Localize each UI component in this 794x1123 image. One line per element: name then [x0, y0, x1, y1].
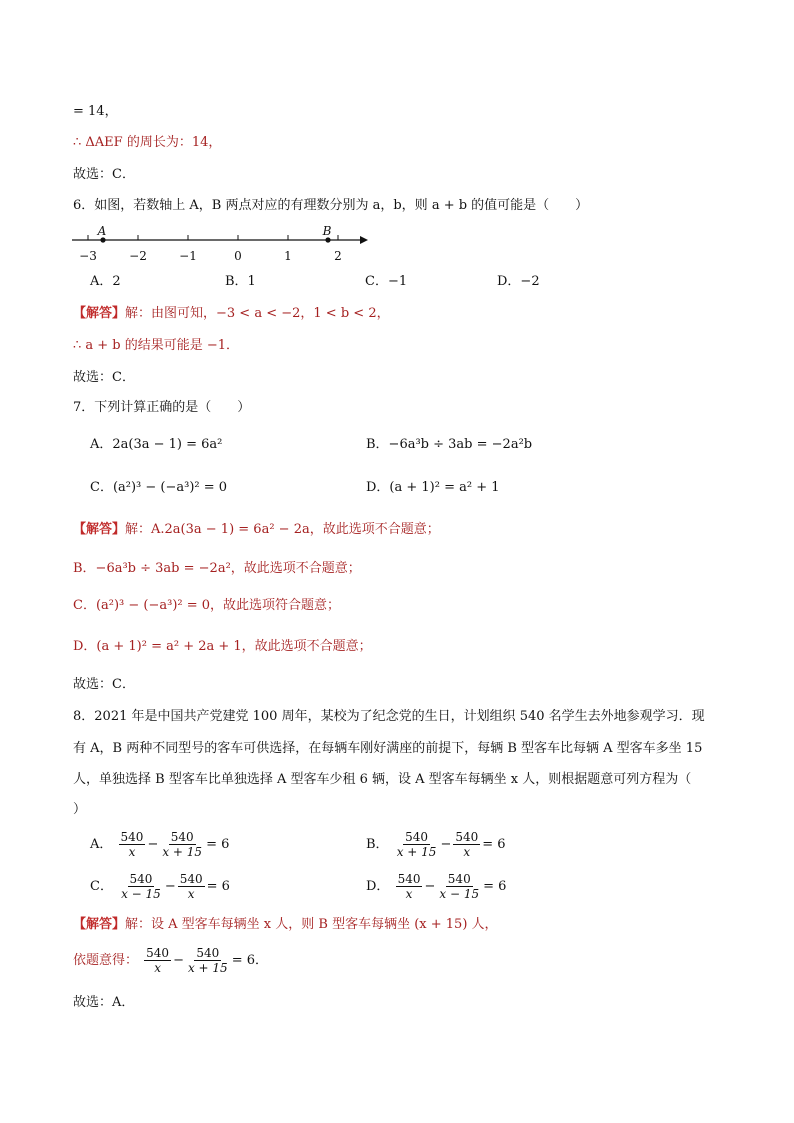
number-line-tick-label: 2 [334, 249, 342, 263]
q6-answer-line1 [73, 305, 390, 323]
perimeter-line: ∴ ΔAEF 的周长为：14， [73, 135, 222, 150]
q7-stem: 7．下列计算正确的是（ ） [73, 400, 251, 415]
q8-option-c: C． $\frac{540}{x - 15}$ − $\frac{540}{x}$ = 6 [90, 872, 230, 901]
number-line-tick-label: 1 [284, 249, 292, 263]
q6-option-a: A．2 [90, 274, 121, 289]
point-a-label: A [97, 224, 107, 238]
point-a [100, 237, 105, 242]
q8-option-d: D． $\frac{540}{x}$ − $\frac{540}{x - 15}$ = 6 [366, 872, 507, 901]
number-line-arrow-icon [360, 236, 368, 244]
answer-tag: 【解答】 [73, 306, 126, 321]
q8-option-b: B． $\frac{540}{x + 15}$ − $\frac{540}{x}$ = 6 [366, 830, 506, 859]
q8-stem-line3: 人，单独选择 B 型客车比单独选择 A 型客车少租 6 辆，设 A 型客车每辆坐 x 人，则根据题意可列方程为（ [73, 772, 692, 787]
q7-option-c: C．(a²)³ − (−a³)² = 0 [90, 480, 228, 495]
q8-choose: 故选：A． [73, 995, 135, 1010]
point-b-label: B [322, 224, 332, 238]
q6-option-c: C．−1 [365, 274, 408, 289]
q8-stem-line2: 有 A，B 两种不同型号的客车可供选择，在每辆车刚好满座的前提下，每辆 B 型客车比每辆 A 型客车多坐 15 [73, 741, 703, 756]
q7-answer-a: 解：A.2a(3a − 1) = 6a² − 2a，故此选项不合题意； [125, 522, 440, 537]
q8-answer-text: 解：设 A 型客车每辆坐 x 人，则 B 型客车每辆坐 (x + 15) 人， [125, 917, 498, 932]
q8-option-a: A． $\frac{540}{x}$ − $\frac{540}{x + 15}$ = 6 [90, 830, 230, 859]
point-b [325, 237, 330, 242]
q6-answer-line2: ∴ a + b 的结果可能是 −1． [73, 338, 240, 353]
q7-answer-b: B．−6a³b ÷ 3ab = −2a²，故此选项不合题意； [73, 561, 361, 576]
answer-tag: 【解答】 [73, 522, 126, 537]
q6-option-b: B．1 [225, 274, 256, 289]
q6-choose: 故选：C． [73, 370, 135, 385]
number-line-tick-label: −2 [129, 249, 147, 263]
answer-tag: 【解答】 [73, 917, 126, 932]
number-line-figure [70, 222, 380, 272]
q6-option-d: D．−2 [497, 274, 540, 289]
number-line-tick-label: −1 [179, 249, 197, 263]
q7-answer-c: C．(a²)³ − (−a³)² = 0，故此选项符合题意； [73, 598, 341, 613]
q7-answer-line-a [73, 521, 440, 539]
q6-answer-text: 解：由图可知，−3 < a < −2，1 < b < 2， [125, 306, 390, 321]
number-line-tick-label: 0 [234, 249, 242, 263]
q7-choose: 故选：C． [73, 677, 135, 692]
eq-line: = 14， [73, 104, 118, 119]
q8-answer-line1 [73, 916, 498, 934]
q8-answer-line2: 依题意得： $\frac{540}{x}$ − $\frac{540}{x + 15}$ = 6． [73, 946, 268, 975]
q7-option-b: B．−6a³b ÷ 3ab = −2a²b [366, 437, 533, 452]
q7-option-a: A．2a(3a − 1) = 6a² [90, 437, 223, 452]
q7-answer-d: D．(a + 1)² = a² + 2a + 1，故此选项不合题意； [73, 639, 372, 654]
q8-stem-line4: ） [73, 802, 87, 817]
q6-stem: 6．如图，若数轴上 A，B 两点对应的有理数分别为 a，b，则 a + b 的值可能是（ ） [73, 198, 589, 213]
number-line-tick-label: −3 [79, 249, 97, 263]
q8-stem-line1: 8．2021 年是中国共产党建党 100 周年，某校为了纪念党的生日，计划组织 540 名学生去外地参观学习．现 [73, 709, 705, 724]
q7-option-d: D．(a + 1)² = a² + 1 [366, 480, 500, 495]
choose-line-q5: 故选：C． [73, 167, 135, 182]
